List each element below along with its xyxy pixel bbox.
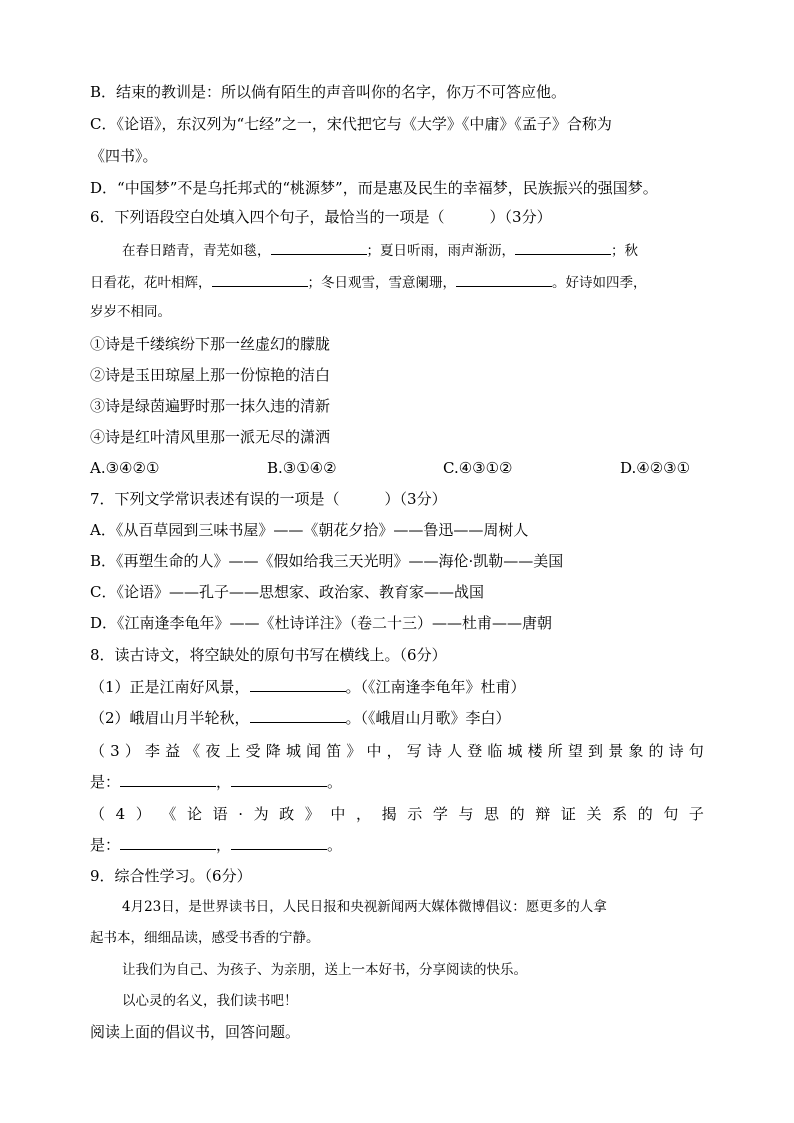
- q6-option-d[interactable]: D.④②③①: [620, 459, 691, 477]
- q6-sentence-4: ④诗是红叶清风里那一派无尽的潇洒: [90, 428, 331, 446]
- justified-char: ）: [124, 742, 140, 760]
- justified-char: 诗: [668, 742, 684, 760]
- q9-stem: 9．综合性学习。（6分）: [90, 867, 252, 885]
- q5-option-c-line2: 《四书》。: [90, 147, 158, 165]
- justified-char: 为: [253, 805, 269, 823]
- justified-char: 语: [212, 805, 228, 823]
- q8-item-text: 。: [327, 773, 343, 791]
- q9-proposal-line3: 让我们为自己、为孩子、为亲朋，送上一本好书，分享阅读的快乐。: [122, 962, 527, 978]
- q6-passage-text: ；秋: [611, 243, 638, 259]
- q7-option-b[interactable]: B．《再塑生命的人》——《假如给我三天光明》——海伦·凯勒——美国: [90, 552, 564, 570]
- q6-option-c[interactable]: C.④③①②: [443, 459, 513, 477]
- answer-blank[interactable]: [456, 272, 552, 287]
- justified-char: 句: [688, 742, 704, 760]
- q6-sentence-2: ②诗是玉田琼屋上那一份惊艳的洁白: [90, 366, 331, 384]
- justified-char: ）: [135, 805, 151, 823]
- q8-item-text: 。（《江南逢李龟年》杜甫）: [345, 678, 526, 696]
- q8-item-text: 。: [327, 836, 343, 854]
- q8-item-1: [90, 677, 526, 697]
- answer-blank[interactable]: [120, 772, 216, 787]
- q5-option-c-line1: C．《论语》，东汉列为“七经”之一，宋代把它与《大学》《中庸》《孟子》合称为: [90, 115, 612, 133]
- justified-char: 示: [407, 805, 423, 823]
- justified-char: 中: [330, 805, 346, 823]
- justified-char: 夜: [205, 742, 221, 760]
- justified-char: 益: [165, 742, 181, 760]
- q9-proposal-line1: 4月23日，是世界读书日，人民日报和央视新闻两大媒体微博倡议：愿更多的人拿: [122, 899, 607, 915]
- q8-item-text: （1）正是江南好风景，: [90, 678, 250, 696]
- justified-char: 景: [608, 742, 624, 760]
- q6-sentence-1: ①诗是千缕缤纷下那一丝虚幻的朦胧: [90, 335, 331, 353]
- justified-char: 诗: [426, 742, 442, 760]
- answer-blank[interactable]: [231, 835, 327, 850]
- justified-char: 城: [285, 742, 301, 760]
- q6-passage-text: 。好诗如四季，: [552, 275, 647, 291]
- justified-char: 3: [110, 742, 120, 760]
- answer-blank[interactable]: [271, 240, 367, 255]
- justified-char: ，: [386, 742, 402, 760]
- justified-char: 登: [467, 742, 483, 760]
- justified-char: 的: [648, 742, 664, 760]
- justified-char: （: [90, 742, 106, 760]
- justified-char: 临: [487, 742, 503, 760]
- justified-char: 证: [560, 805, 576, 823]
- justified-char: 政: [279, 805, 295, 823]
- justified-char: 4: [115, 805, 126, 823]
- justified-char: 人: [447, 742, 463, 760]
- q8-item-4-line1: [90, 804, 704, 824]
- justified-char: 望: [567, 742, 583, 760]
- q5-option-d: D．“中国梦”不是乌托邦式的“桃源梦”，而是惠及民生的幸福梦，民族振兴的强国梦。: [90, 179, 658, 197]
- q8-item-text: （2）峨眉山月半轮秋，: [90, 709, 250, 727]
- justified-char: 论: [186, 805, 202, 823]
- answer-blank[interactable]: [212, 272, 308, 287]
- q7-option-c[interactable]: C．《论语》——孔子——思想家、政治家、教育家——战国: [90, 583, 484, 601]
- q6-passage-text: ；夏日听雨，雨声渐沥，: [366, 243, 515, 259]
- q7-option-d[interactable]: D．《江南逢李龟年》——《杜诗详注》（卷二十三）——杜甫——唐朝: [90, 614, 553, 632]
- answer-blank[interactable]: [120, 835, 216, 850]
- justified-char: ·: [238, 805, 243, 823]
- justified-char: 写: [406, 742, 422, 760]
- q6-sentence-3: ③诗是绿茵遍野时那一抹久违的清新: [90, 397, 331, 415]
- justified-char: 关: [586, 805, 602, 823]
- justified-char: 楼: [527, 742, 543, 760]
- q6-stem: 6．下列语段空白处填入四个句子，最恰当的一项是（ ）（3分）: [90, 208, 552, 226]
- justified-char: 受: [245, 742, 261, 760]
- answer-blank[interactable]: [250, 708, 346, 723]
- q6-passage-text: 日看花，花叶相辉，: [90, 275, 212, 291]
- q8-item-3-line1: [90, 741, 704, 761]
- q6-passage-line2: [90, 272, 647, 293]
- justified-char: 所: [547, 742, 563, 760]
- q6-passage-text: ；冬日观雪，雪意阑珊，: [307, 275, 456, 291]
- justified-char: 的: [509, 805, 525, 823]
- q6-passage-text: 在春日踏青，青芜如毯，: [122, 243, 271, 259]
- q8-item-2: [90, 708, 511, 728]
- q8-item-text: 。（《峨眉山月歌》李白）: [345, 709, 511, 727]
- justified-char: 系: [612, 805, 628, 823]
- q6-passage-line1: [122, 240, 638, 261]
- q8-item-4-line2: [90, 835, 342, 855]
- justified-char: 上: [225, 742, 241, 760]
- q6-option-a[interactable]: A.③④②①: [90, 459, 160, 477]
- justified-char: 辩: [535, 805, 551, 823]
- justified-char: 思: [484, 805, 500, 823]
- q8-item-text: ，: [216, 773, 232, 791]
- justified-char: ，: [356, 805, 372, 823]
- justified-char: 中: [366, 742, 382, 760]
- justified-char: 的: [637, 805, 653, 823]
- answer-blank[interactable]: [515, 240, 611, 255]
- q8-item-text: 是：: [90, 836, 121, 854]
- justified-char: 象: [628, 742, 644, 760]
- justified-char: 城: [507, 742, 523, 760]
- justified-char: 》: [304, 805, 320, 823]
- justified-char: 降: [265, 742, 281, 760]
- q9-instruction: 阅读上面的倡议书，回答问题。: [90, 1023, 301, 1041]
- justified-char: （: [90, 805, 106, 823]
- q6-passage-line3: 岁岁不相同。: [90, 304, 171, 320]
- justified-char: 与: [458, 805, 474, 823]
- justified-char: 李: [144, 742, 160, 760]
- justified-char: 闻: [306, 742, 322, 760]
- q7-option-a[interactable]: A．《从百草园到三味书屋》——《朝花夕拾》——鲁迅——周树人: [90, 521, 529, 539]
- justified-char: 》: [346, 742, 362, 760]
- justified-char: 学: [432, 805, 448, 823]
- q7-stem: 7．下列文学常识表述有误的一项是（ ）（3分）: [90, 490, 447, 508]
- justified-char: 《: [161, 805, 177, 823]
- justified-char: 笛: [326, 742, 342, 760]
- justified-char: 句: [663, 805, 679, 823]
- q8-item-text: 是：: [90, 773, 121, 791]
- q9-proposal-line2: 起书本，细细品读，感受书香的宁静。: [90, 930, 320, 946]
- justified-char: 到: [588, 742, 604, 760]
- q8-item-text: ，: [216, 836, 232, 854]
- q8-stem: 8．读古诗文，将空缺处的原句书写在横线上。（6分）: [90, 646, 447, 664]
- answer-blank[interactable]: [231, 772, 327, 787]
- q5-option-b: B．结束的教训是：所以倘有陌生的声音叫你的名字，你万不可答应他。: [90, 83, 567, 101]
- justified-char: 揭: [381, 805, 397, 823]
- q9-proposal-line4: 以心灵的名义，我们读书吧！: [122, 993, 298, 1009]
- justified-char: 子: [688, 805, 704, 823]
- justified-char: 《: [185, 742, 201, 760]
- answer-blank[interactable]: [250, 677, 346, 692]
- q6-option-b[interactable]: B.③①④②: [267, 459, 337, 477]
- q8-item-3-line2: [90, 772, 342, 792]
